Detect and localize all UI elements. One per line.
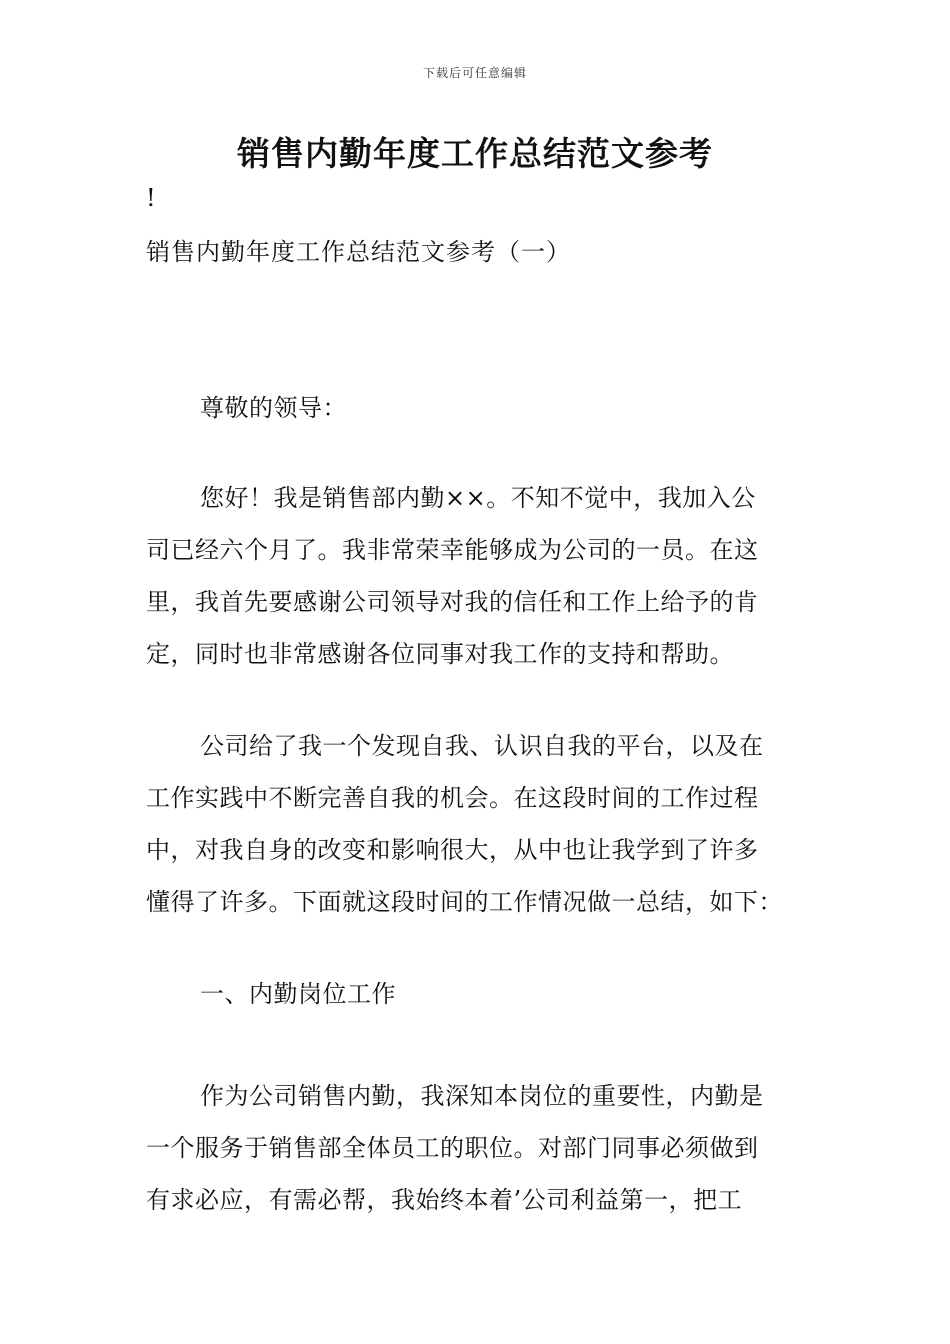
paragraph-1-line: 里，我首先要感谢公司领导对我的信任和工作上给予的肯 [146,588,759,616]
document-title: 销售内勤年度工作总结范文参考 [237,134,713,173]
exclamation-mark: ! [146,184,156,212]
paragraph-2 [146,720,806,928]
page-header-note: 下载后可任意编辑 [422,66,527,80]
paragraph-2-line: 懂得了许多。下面就这段时间的工作情况做一总结，如下： [146,888,783,916]
paragraph-1 [146,472,806,680]
paragraph-3-line: 有求必应，有需必帮，我始终本着’公司利益第一，把工 [146,1186,743,1214]
paragraph-1-line: 您好！我是销售部内勤××。不知不觉中，我加入公 [200,484,756,512]
paragraph-1-line: 司已经六个月了。我非常荣幸能够成为公司的一员。在这 [146,536,759,564]
paragraph-2-line: 中，对我自身的改变和影响很大，从中也让我学到了许多 [146,836,759,864]
section-1-heading-text: 一、内勤岗位工作 [200,980,396,1008]
paragraph-3-line: 一个服务于销售部全体员工的职位。对部门同事必须做到 [146,1134,759,1162]
section-1-heading [146,968,806,1020]
paragraph-1-line: 定，同时也非常感谢各位同事对我工作的支持和帮助。 [146,640,734,668]
paragraph-3 [146,1070,806,1226]
salutation [146,382,806,434]
salutation-text: 尊敬的领导： [200,394,347,422]
paragraph-2-line: 公司给了我一个发现自我、认识自我的平台，以及在 [200,732,764,760]
paragraph-2-line: 工作实践中不断完善自我的机会。在这段时间的工作过程 [146,784,759,812]
document-subtitle: 销售内勤年度工作总结范文参考（一） [146,238,571,266]
paragraph-3-line: 作为公司销售内勤，我深知本岗位的重要性，内勤是 [200,1082,764,1110]
